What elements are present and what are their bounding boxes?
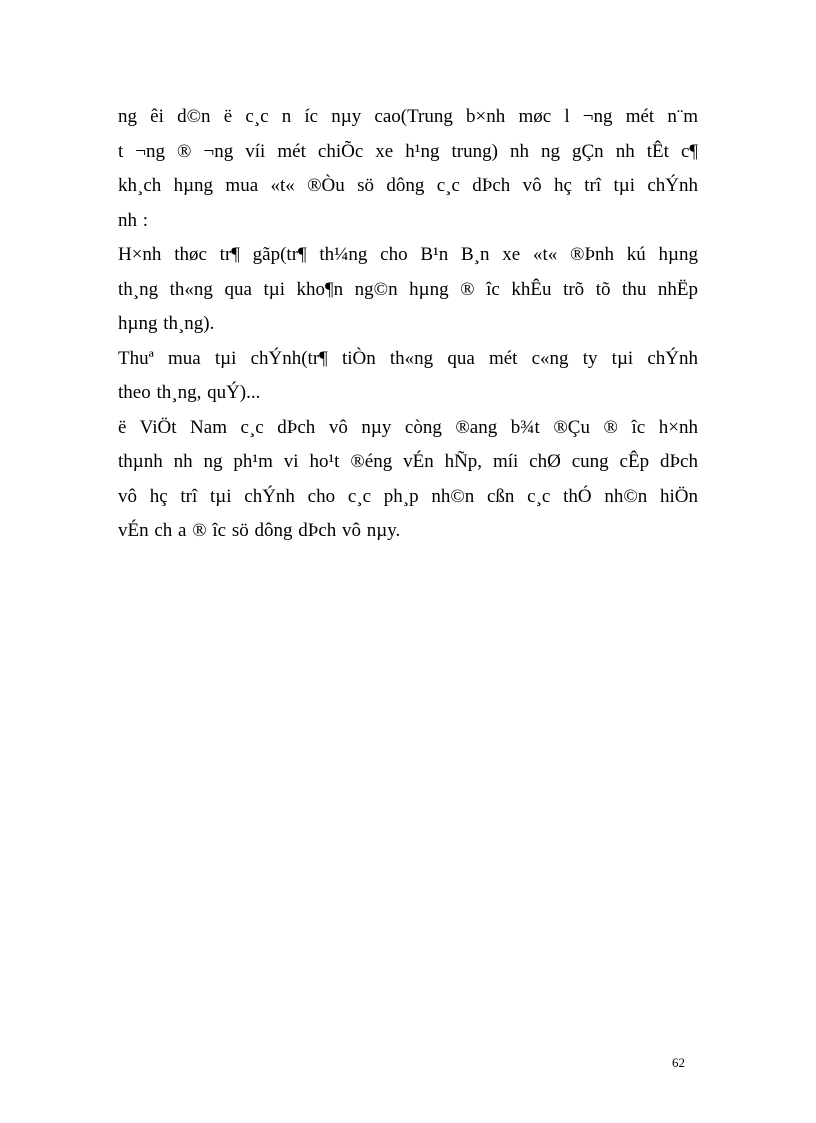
text-line-1: ng êi d©n ë c¸c n íc nµy cao(Trung b×nh møc l ¬ng mét n¨m: [118, 106, 698, 127]
text-line-5: H×nh thøc tr¶ gãp(tr¶ th¼ng cho B¹n B¸n xe «t« ®Þnh kú hµng: [118, 244, 698, 265]
body-text: [118, 100, 698, 549]
text-line-10: ë ViÖt Nam c¸c dÞch vô nµy còng ®ang b¾t ®Çu ® îc h×nh: [118, 416, 698, 438]
text-line-13: vÉn ch a ® îc sö dông dÞch vô nµy.: [118, 520, 401, 541]
text-line-6: th¸ng th«ng qua tµi kho¶n ng©n hµng ® îc khÊu trõ tõ thu nhËp: [118, 278, 698, 300]
text-line-8: Thuª mua tµi chÝnh(tr¶ tiÒn th«ng qua mét c«ng ty tµi chÝnh: [118, 347, 698, 369]
text-line-2: t ¬ng ® ¬ng víi mét chiÕc xe h¹ng trung) nh ng gÇn nh tÊt c¶: [118, 140, 698, 162]
page-number: 62: [672, 1055, 685, 1070]
text-line-9: theo th¸ng, quÝ)...: [118, 382, 261, 403]
text-line-11: thµnh nh ng ph¹m vi ho¹t ®éng vÉn hÑp, míi chØ cung cÊp dÞch: [118, 451, 698, 472]
text-line-4: nh :: [118, 209, 149, 231]
text-line-3: kh¸ch hµng mua «t« ®Òu sö dông c¸c dÞch vô hç trî tµi chÝnh: [118, 175, 698, 196]
text-line-7: hµng th¸ng).: [118, 313, 215, 334]
text-line-12: vô hç trî tµi chÝnh cho c¸c ph¸p nh©n cßn c¸c thÓ nh©n hiÖn: [118, 485, 698, 507]
